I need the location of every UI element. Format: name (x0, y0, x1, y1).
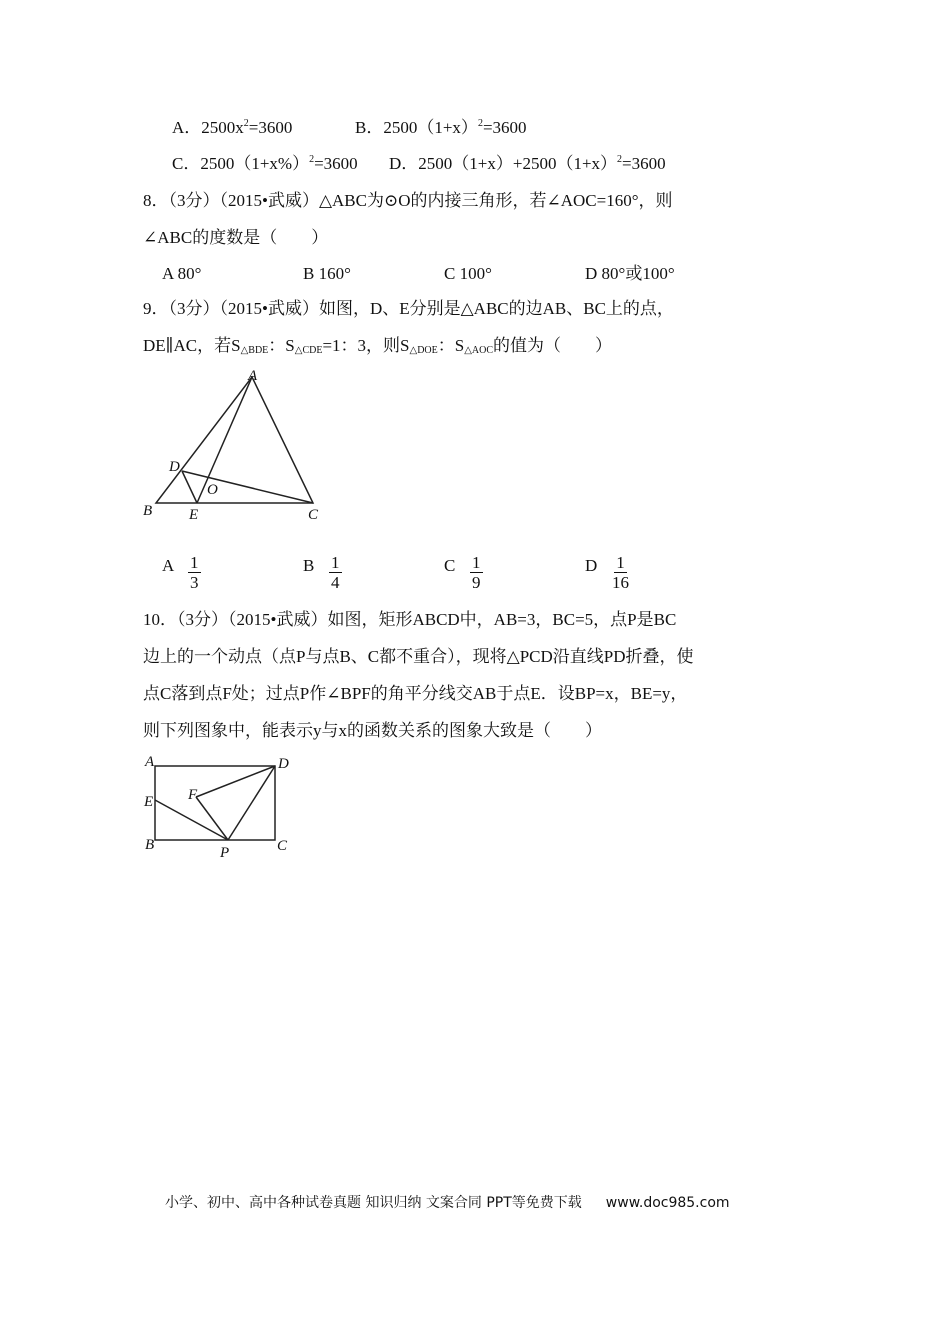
fraction: $\frac{1}{3}$ (190, 553, 199, 592)
q10-label-a: A (145, 754, 155, 770)
q8-text-line1: 8．（3分）（2015•武威）△ABC为⊙O的内接三角形，若∠AOC=160°，则 (143, 191, 673, 210)
q8-text-line2: ∠ABC的度数是（ ） (143, 228, 329, 247)
footer-text: 小学、初中、高中各种试卷真题 知识归纳 文案合同 PPT等免费下载 (165, 1195, 582, 1211)
q10-label-p: P (220, 845, 230, 861)
fraction: $\frac{1}{16}$ (612, 553, 629, 592)
q10-label-e: E (144, 794, 154, 810)
q10-label-c: C (277, 838, 288, 854)
q8-option-d: D 80°或100° (585, 264, 675, 283)
q8-option-a: A 80° (162, 264, 202, 283)
q10-text-line4: 则下列图象中，能表示y与x的函数关系的图象大致是（ ） (143, 721, 602, 740)
q10-text-line3: 点C落到点F处；过点P作∠BPF的角平分线交AB于点E．设BP=x，BE=y， (143, 684, 688, 703)
document-page: A．$2500x^2=3600$ B．$2500(1+x)^2=3600$ C．$2500(1+x\%)^2=3600$ D．$2500(1+x)+2500(1+x)^2=3600$ 8．（3分）（2015•武威）△ABC为⊙O的内接三角形，若∠AOC=160°，则 ∠ABC的度数是（ ） A 80° B 160° C 100° D 80°或100° 9．（3分）（2015•武威）如图，D、E分别是△ABC的边AB、BC上的点， DE∥AC，若$S_{\triangle BDE}$：$S_{\triangle CDE}=1$：3，则$S_{\triangle DOE}$：$S_{\triangle AOC}$的值为（ ） A B C D E O A B C D E F P A $\frac{1}{3}$ B $\frac{1}{4}$ C $\frac{1}{9}$ D $\frac{1}{16}$ 10．（3分）（2015•武威）如图，矩形ABCD中，AB=3，BC=5，点P是BC 边上的一个动点（点P与点B、C都不重合），现将△PCD沿直线PD折叠，使 点C落到点F处；过点P作∠BPF的角平分线交AB于点E．设BP=x，BE=y， 则下列图象中，能表示y与x的函数关系的图象大致是（ ） 小学、初中、高中各种试卷真题 知识归纳 文案合同 PPT等免费下载 www.doc985.com (0, 0, 950, 1344)
q10-label-b: B (145, 837, 155, 853)
q9-text-line1: 9．（3分）（2015•武威）如图，D、E分别是△ABC的边AB、BC上的点， (143, 299, 674, 318)
q7-option-b: B．$2500(1+x)^2=3600$ (355, 118, 527, 137)
q9-triangle-figure (156, 377, 313, 503)
footer (165, 1192, 730, 1212)
q10-rectangle-figure (155, 766, 275, 840)
q10-text-line2: 边上的一个动点（点P与点B、C都不重合），现将△PCD沿直线PD折叠，使 (143, 647, 694, 666)
footer-url[interactable]: www.doc985.com (605, 1195, 730, 1211)
q10-label-f: F (188, 787, 198, 803)
q9-label-d: D (169, 459, 180, 475)
q7-option-d: D．$2500(1+x)+2500(1+x)^2=3600$ (389, 154, 666, 173)
q9-label-o: O (207, 482, 218, 498)
q7-option-a: A．$2500x^2=3600$ (172, 118, 293, 137)
q9-label-a: A (248, 368, 258, 384)
q9-label-c: C (308, 507, 319, 523)
q10-text-line1: 10．（3分）（2015•武威）如图，矩形ABCD中，AB=3，BC=5，点P是BC (143, 610, 677, 629)
q8-option-c: C 100° (444, 264, 492, 283)
q7-option-c: C．$2500(1+x\%)^2=3600$ (172, 154, 358, 173)
fraction: $\frac{1}{4}$ (331, 553, 340, 592)
q10-label-d: D (278, 756, 289, 772)
q8-option-b: B 160° (303, 264, 351, 283)
q9-label-e: E (189, 507, 199, 523)
q9-text-line2: DE∥AC，若$S_{\triangle BDE}$：$S_{\triangle CDE}=1$：3，则$S_{\triangle DOE}$：$S_{\triangle AOC}$的值为（ ） (143, 336, 613, 356)
fraction: $\frac{1}{9}$ (472, 553, 481, 592)
q9-label-b: B (143, 503, 153, 519)
